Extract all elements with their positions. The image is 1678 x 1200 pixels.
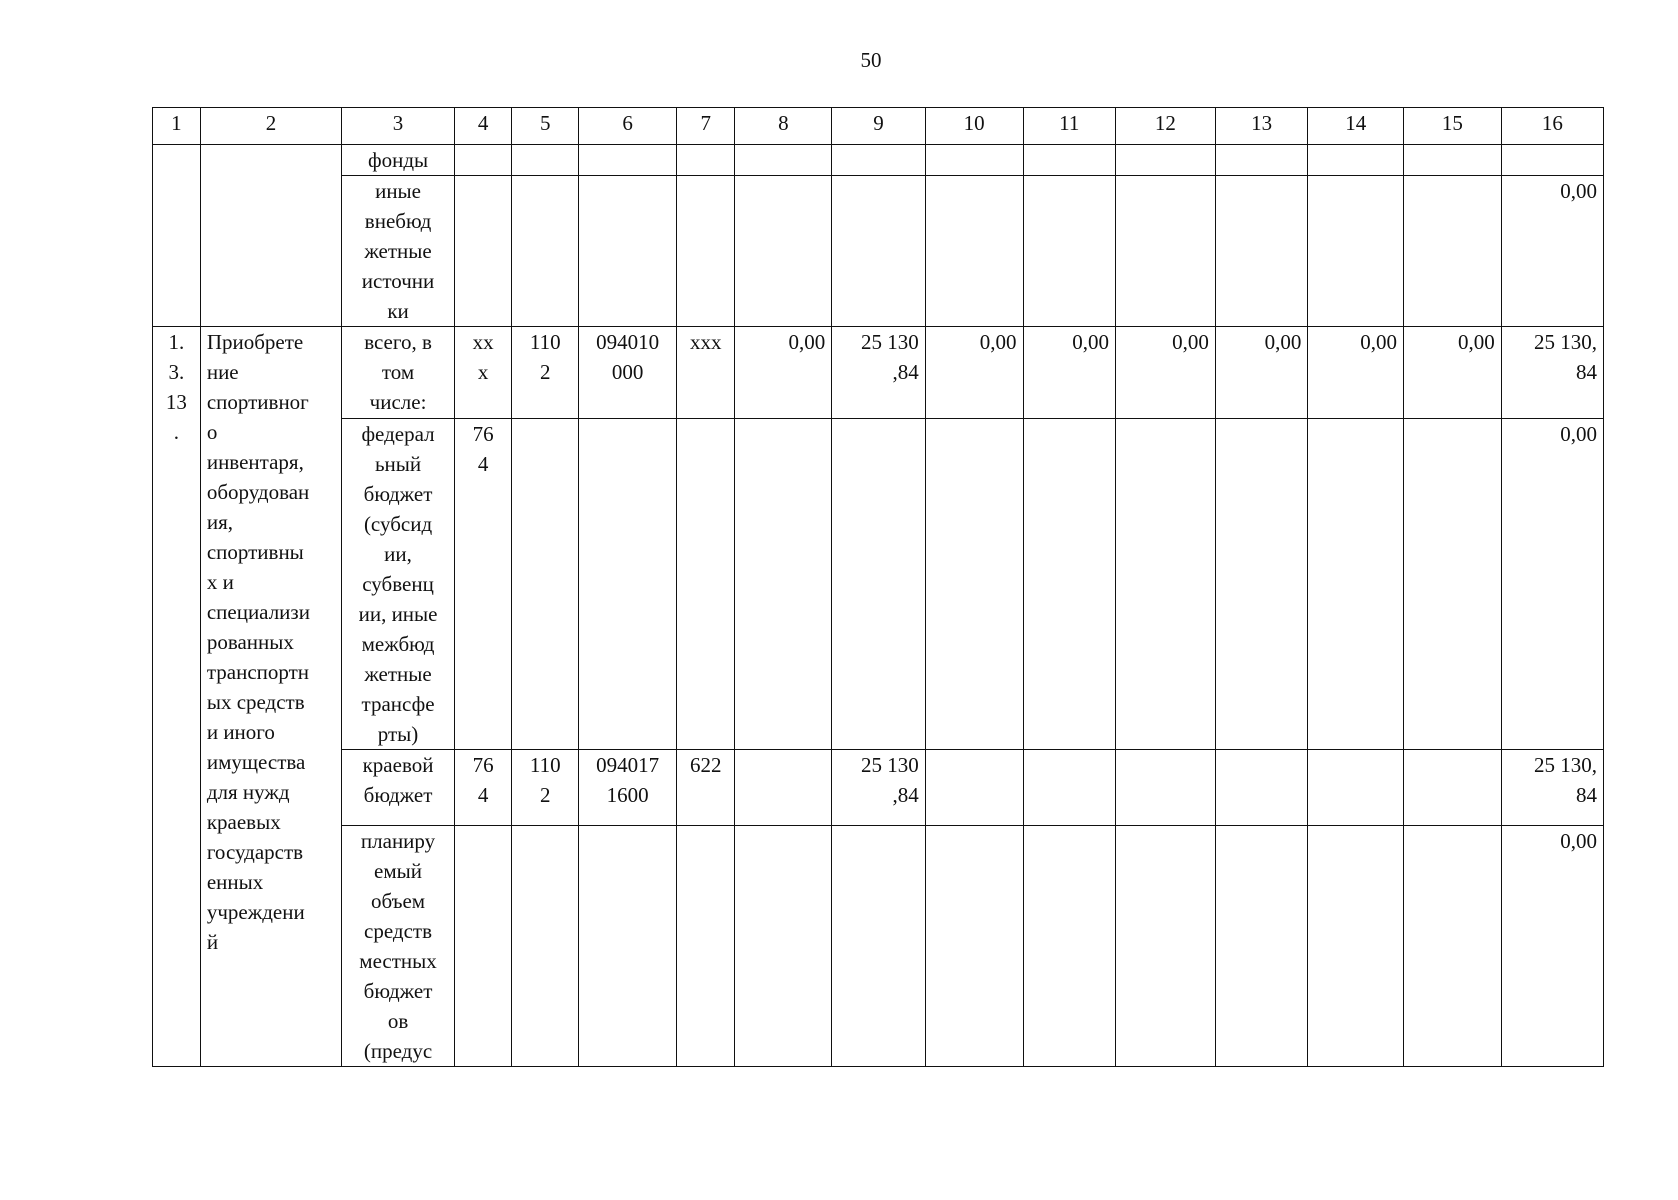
table-row-funds [153, 145, 1604, 176]
code-section: 110 2 [512, 327, 579, 419]
total-value: 0,00 [1501, 826, 1603, 1067]
table-cell [677, 145, 735, 176]
header-cell: 3 [342, 108, 455, 145]
header-cell: 16 [1501, 108, 1603, 145]
code-expense-type: ххх [677, 327, 735, 419]
table-cell [735, 826, 832, 1067]
table-cell [1023, 145, 1115, 176]
table-cell [579, 145, 677, 176]
table-cell [1308, 145, 1404, 176]
value-cell: 0,00 [1023, 327, 1115, 419]
table-cell [1115, 145, 1215, 176]
table-cell [1115, 826, 1215, 1067]
value-cell: 0,00 [1308, 327, 1404, 419]
value-cell: 0,00 [735, 327, 832, 419]
total-value: 25 130, 84 [1501, 750, 1603, 826]
table-cell [1404, 176, 1502, 327]
header-cell: 5 [512, 108, 579, 145]
table-cell [1501, 145, 1603, 176]
code-grbs: хх х [454, 327, 511, 419]
table-cell [579, 176, 677, 327]
header-cell: 4 [454, 108, 511, 145]
table-cell [925, 176, 1023, 327]
value-cell: 25 130 ,84 [832, 750, 926, 826]
table-cell [925, 419, 1023, 750]
value-cell: 0,00 [925, 327, 1023, 419]
table-cell [1215, 826, 1307, 1067]
header-cell: 13 [1215, 108, 1307, 145]
table-cell [735, 176, 832, 327]
table-cell [512, 176, 579, 327]
table-cell [1404, 826, 1502, 1067]
table-cell [1215, 750, 1307, 826]
code-target: 094010 000 [579, 327, 677, 419]
total-value: 25 130, 84 [1501, 327, 1603, 419]
table-cell [1115, 750, 1215, 826]
table-row-federal [153, 419, 1604, 750]
table-cell [1308, 750, 1404, 826]
value-cell: 0,00 [1215, 327, 1307, 419]
table-cell [1215, 145, 1307, 176]
table-cell [454, 145, 511, 176]
table-row-local [153, 826, 1604, 1067]
header-cell: 10 [925, 108, 1023, 145]
table-cell [454, 176, 511, 327]
table-cell [677, 826, 735, 1067]
code-target: 094017 1600 [579, 750, 677, 826]
page-number: 50 [860, 48, 882, 72]
total-value: 0,00 [1501, 419, 1603, 750]
table-cell [200, 145, 341, 327]
table-cell [677, 419, 735, 750]
header-cell: 1 [153, 108, 201, 145]
table-cell [925, 145, 1023, 176]
table-cell [1215, 419, 1307, 750]
table-row-other-sources [153, 176, 1604, 327]
header-cell: 15 [1404, 108, 1502, 145]
table-cell [735, 750, 832, 826]
code-grbs: 76 4 [454, 419, 511, 750]
header-cell: 8 [735, 108, 832, 145]
table-cell [925, 826, 1023, 1067]
header-cell: 2 [200, 108, 341, 145]
value-cell: 25 130 ,84 [832, 327, 926, 419]
table-cell [1404, 419, 1502, 750]
table-cell [1404, 145, 1502, 176]
value-cell: 0,00 [1115, 327, 1215, 419]
header-row [153, 108, 1604, 145]
table-cell [512, 145, 579, 176]
value-cell: 0,00 [1404, 327, 1502, 419]
table-cell [832, 826, 926, 1067]
table-cell [512, 826, 579, 1067]
table-cell [1115, 176, 1215, 327]
table-cell [1404, 750, 1502, 826]
table-cell [1023, 750, 1115, 826]
item-number: 1. 3. 13 . [153, 327, 201, 1067]
header-cell: 12 [1115, 108, 1215, 145]
table-cell [832, 176, 926, 327]
header-cell: 7 [677, 108, 735, 145]
header-cell: 11 [1023, 108, 1115, 145]
table-cell [832, 419, 926, 750]
table-cell [1115, 419, 1215, 750]
table-cell [579, 826, 677, 1067]
table-cell [1023, 826, 1115, 1067]
item-name: Приобрете ние спортивног о инвентаря, оборудован ия, спортивны х и специализи рованных транспортн ых средств и иного имущества для нужд краевых государств енных учреждени й [200, 327, 341, 1067]
table-row-regional [153, 750, 1604, 826]
budget-table [152, 107, 1604, 1067]
table-cell [677, 176, 735, 327]
table-cell [925, 750, 1023, 826]
table-cell [1215, 176, 1307, 327]
table-cell [454, 826, 511, 1067]
code-expense-type: 622 [677, 750, 735, 826]
table-cell [512, 419, 579, 750]
table-cell [1308, 419, 1404, 750]
header-cell: 14 [1308, 108, 1404, 145]
source-label: планиру емый объем средств местных бюджет ов (предус [342, 826, 455, 1067]
source-label: федерал ьный бюджет (субсид ии, субвенц ии, иные межбюд жетные трансфе рты) [342, 419, 455, 750]
source-label: краевой бюджет [342, 750, 455, 826]
total-value: 0,00 [1501, 176, 1603, 327]
code-grbs: 76 4 [454, 750, 511, 826]
table-cell [1023, 176, 1115, 327]
table-cell [1308, 826, 1404, 1067]
header-cell: 9 [832, 108, 926, 145]
header-cell: 6 [579, 108, 677, 145]
table-cell [735, 145, 832, 176]
source-label: иные внебюд жетные источни ки [342, 176, 455, 327]
code-section: 110 2 [512, 750, 579, 826]
table-cell [832, 145, 926, 176]
table-cell [1308, 176, 1404, 327]
source-label: фонды [342, 145, 455, 176]
source-label: всего, в том числе: [342, 327, 455, 419]
table-cell [735, 419, 832, 750]
table-row-total [153, 327, 1604, 419]
table-cell [153, 145, 201, 327]
table-cell [579, 419, 677, 750]
table-cell [1023, 419, 1115, 750]
